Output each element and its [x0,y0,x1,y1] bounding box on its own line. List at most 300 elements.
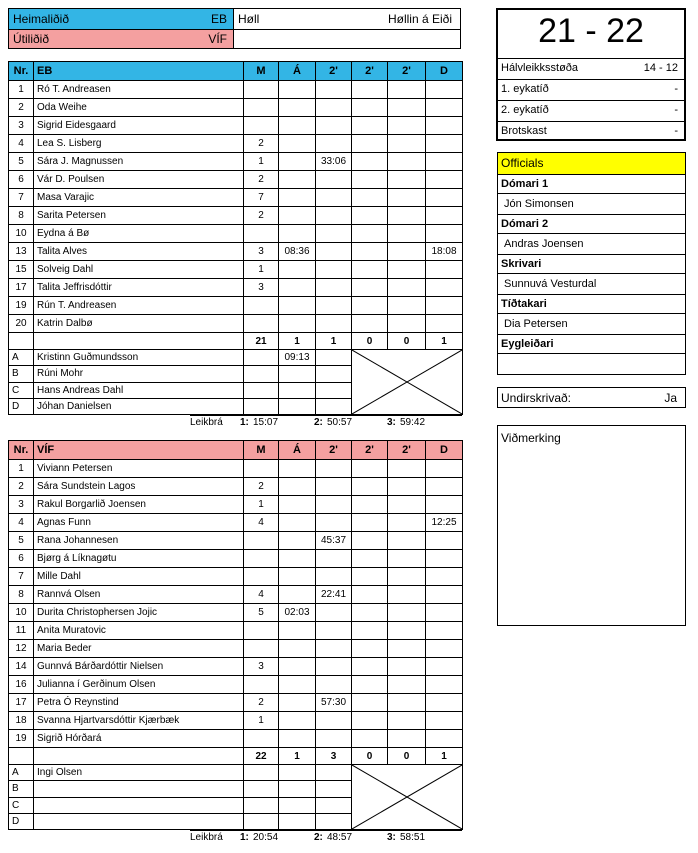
suspension-1 [316,117,352,135]
staff-name: Rúni Mohr [34,366,244,382]
player-row [9,81,463,99]
suspension-2 [352,550,388,568]
staff-letter: B [9,781,34,797]
away-team-header [8,29,234,49]
disqualification [426,81,463,99]
player-row [9,550,463,568]
staff-name [34,781,244,797]
warning [279,694,316,712]
signature-box [497,387,686,408]
home-team-header [8,8,234,30]
away-code: VÍF [208,32,227,46]
player-name: Talita Jeffrisdóttir [34,279,244,297]
suspension-2 [352,658,388,676]
timeout-time: 15:07 [253,417,279,428]
warning [279,640,316,658]
totals-blank [9,748,34,765]
goals: 1 [244,496,279,514]
suspension-2 [352,676,388,694]
official-name [498,354,685,374]
team-table [8,440,463,765]
totals-row [9,748,463,765]
official-role: Dómari 1 [498,175,685,194]
player-number: 1 [9,81,34,99]
suspension-2 [352,532,388,550]
suspension-2 [352,135,388,153]
staff-empty [244,382,279,398]
suspension-3 [388,117,426,135]
staff-name: Jóhan Danielsen [34,398,244,414]
staff-empty [244,813,279,829]
totals-blank [9,333,34,350]
warning [279,153,316,171]
staff-warning [279,765,316,781]
disqualification: 18:08 [426,243,463,261]
column-header: Á [279,62,316,81]
suspension-3 [388,496,426,514]
suspension-2 [352,279,388,297]
staff-suspension [316,781,352,797]
player-row [9,640,463,658]
suspension-3 [388,586,426,604]
staff-letter: A [9,765,34,781]
suspension-2 [352,640,388,658]
total-value: 0 [352,333,388,350]
score-row [498,58,684,79]
warning [279,207,316,225]
venue-name: Høllin á Eiði [387,12,452,26]
goals: 2 [244,171,279,189]
player-row [9,532,463,550]
warning [279,496,316,514]
player-name: Rannvá Olsen [34,586,244,604]
home-label: Heimaliðið [13,12,70,26]
disqualification [426,189,463,207]
official-name: Andras Joensen [498,234,685,255]
suspension-2 [352,261,388,279]
player-number: 5 [9,532,34,550]
total-value: 0 [388,333,426,350]
suspension-2 [352,586,388,604]
suspension-3 [388,532,426,550]
staff-letter: B [9,366,34,382]
score-rows [498,58,684,142]
player-name: Talita Alves [34,243,244,261]
goals: 3 [244,243,279,261]
suspension-3 [388,604,426,622]
staff-empty [244,398,279,414]
official-role: Dómari 2 [498,215,685,234]
staff-letter: D [9,813,34,829]
player-number: 12 [9,640,34,658]
suspension-1 [316,514,352,532]
official-role: Skrivari [498,255,685,274]
suspension-1 [316,550,352,568]
player-row [9,622,463,640]
column-header: 2' [388,441,426,460]
staff-warning: 09:13 [279,350,316,366]
score-row-value: - [674,125,678,137]
player-name: Julianna í Gerðinum Olsen [34,676,244,694]
suspension-1 [316,297,352,315]
player-row [9,207,463,225]
player-number: 8 [9,586,34,604]
warning [279,315,316,333]
table-header [9,441,463,460]
suspension-1 [316,658,352,676]
timeout-row [190,415,462,429]
suspension-2 [352,153,388,171]
warning [279,297,316,315]
suspension-1 [316,622,352,640]
player-row [9,171,463,189]
home-code: EB [210,12,227,26]
goals [244,730,279,748]
player-name: Viviann Petersen [34,460,244,478]
remark-box [497,425,686,626]
column-header: D [426,62,463,81]
player-name: Agnas Funn [34,514,244,532]
suspension-3 [388,730,426,748]
disqualification [426,478,463,496]
suspension-2 [352,315,388,333]
suspension-1: 45:37 [316,532,352,550]
player-number: 3 [9,496,34,514]
staff-letter: C [9,382,34,398]
disqualification [426,135,463,153]
player-name: Petra Ó Reynstind [34,694,244,712]
staff-crossed-area [352,765,463,830]
warning [279,676,316,694]
player-number: 7 [9,568,34,586]
player-number: 16 [9,676,34,694]
goals [244,297,279,315]
suspension-1 [316,604,352,622]
column-header: Nr. [9,441,34,460]
player-row [9,225,463,243]
suspension-1 [316,640,352,658]
warning [279,99,316,117]
staff-empty [244,350,279,366]
column-header: Nr. [9,62,34,81]
player-row [9,315,463,333]
player-name: Svanna Hjartvarsdóttir Kjærbæk [34,712,244,730]
suspension-1 [316,730,352,748]
suspension-1 [316,243,352,261]
suspension-2 [352,243,388,261]
suspension-1 [316,99,352,117]
player-row [9,694,463,712]
player-row [9,243,463,261]
suspension-2 [352,694,388,712]
player-row [9,189,463,207]
total-value: 21 [244,333,279,350]
suspension-3 [388,514,426,532]
goals [244,640,279,658]
player-name: Vár D. Poulsen [34,171,244,189]
warning [279,712,316,730]
staff-letter: D [9,398,34,414]
suspension-1 [316,460,352,478]
goals [244,81,279,99]
team-code-header: EB [34,62,244,81]
warning [279,135,316,153]
player-number: 3 [9,117,34,135]
player-name: Mille Dahl [34,568,244,586]
total-value: 3 [316,748,352,765]
player-name: Sarita Petersen [34,207,244,225]
staff-name: Hans Andreas Dahl [34,382,244,398]
disqualification [426,460,463,478]
player-number: 20 [9,315,34,333]
score-row-label: 2. eykatíð [501,104,549,116]
suspension-3 [388,171,426,189]
suspension-1 [316,261,352,279]
suspension-3 [388,622,426,640]
suspension-3 [388,261,426,279]
score-row-label: 1. eykatíð [501,83,549,95]
disqualification [426,712,463,730]
suspension-2 [352,117,388,135]
player-row [9,586,463,604]
timeout-row [190,830,462,844]
suspension-1 [316,189,352,207]
goals: 5 [244,604,279,622]
disqualification [426,604,463,622]
score-row [498,100,684,121]
player-name: Sigrid Eidesgaard [34,117,244,135]
goals: 4 [244,514,279,532]
warning [279,171,316,189]
player-name: Sára Sundstein Lagos [34,478,244,496]
player-number: 6 [9,171,34,189]
suspension-3 [388,135,426,153]
player-row [9,730,463,748]
column-header: 2' [388,62,426,81]
suspension-2 [352,189,388,207]
staff-warning [279,781,316,797]
suspension-3 [388,81,426,99]
suspension-1 [316,171,352,189]
goals: 3 [244,279,279,297]
remark-label: Viðmerking [501,431,561,445]
timeout-time: 58:51 [400,832,426,843]
warning [279,586,316,604]
player-name: Eydna á Bø [34,225,244,243]
player-name: Sigrið Hórðará [34,730,244,748]
staff-name: Kristinn Guðmundsson [34,350,244,366]
suspension-3 [388,568,426,586]
warning [279,225,316,243]
staff-crossed-area [352,350,463,415]
disqualification [426,171,463,189]
column-header: M [244,62,279,81]
suspension-1 [316,478,352,496]
goals [244,460,279,478]
score-row [498,79,684,100]
suspension-2 [352,514,388,532]
warning [279,189,316,207]
player-name: Rakul Borgarlið Joensen [34,496,244,514]
total-value: 1 [426,748,463,765]
player-number: 4 [9,514,34,532]
venue-box-extra [233,29,461,49]
suspension-1 [316,135,352,153]
suspension-3 [388,712,426,730]
staff-warning [279,398,316,414]
total-value: 1 [316,333,352,350]
final-score: 21 - 22 [538,12,644,50]
player-number: 10 [9,225,34,243]
goals [244,568,279,586]
disqualification [426,640,463,658]
player-row [9,478,463,496]
disqualification [426,279,463,297]
disqualification [426,586,463,604]
player-row [9,460,463,478]
disqualification [426,117,463,135]
player-number: 18 [9,712,34,730]
column-header: 2' [316,441,352,460]
warning [279,117,316,135]
staff-row [9,765,463,781]
suspension-3 [388,694,426,712]
official-name: Sunnuvá Vesturdal [498,274,685,295]
staff-empty [244,797,279,813]
warning [279,478,316,496]
staff-empty [244,765,279,781]
staff-letter: C [9,797,34,813]
warning [279,81,316,99]
staff-letter: A [9,350,34,366]
officials-list [498,175,685,374]
player-name: Ró T. Andreasen [34,81,244,99]
suspension-2 [352,99,388,117]
player-row [9,712,463,730]
disqualification [426,676,463,694]
cross-mark [352,350,462,414]
score-row-value: - [674,83,678,95]
player-number: 17 [9,694,34,712]
suspension-2 [352,496,388,514]
player-number: 15 [9,261,34,279]
goals [244,315,279,333]
away-label: Útiliðið [13,32,50,46]
official-name: Dia Petersen [498,314,685,335]
staff-suspension [316,813,352,829]
player-name: Oda Weihe [34,99,244,117]
suspension-2 [352,712,388,730]
suspension-1 [316,225,352,243]
column-header: M [244,441,279,460]
player-number: 8 [9,207,34,225]
goals [244,550,279,568]
timeout-number: 2: [314,417,323,428]
staff-name: Ingi Olsen [34,765,244,781]
player-row [9,568,463,586]
suspension-2 [352,207,388,225]
official-name: Jón Simonsen [498,194,685,215]
player-name: Sára J. Magnussen [34,153,244,171]
suspension-2 [352,604,388,622]
disqualification [426,207,463,225]
staff-empty [244,366,279,382]
staff-suspension [316,350,352,366]
disqualification [426,730,463,748]
player-number: 19 [9,297,34,315]
player-name: Lea S. Lisberg [34,135,244,153]
timeout-time: 20:54 [253,832,279,843]
suspension-2 [352,171,388,189]
player-row [9,658,463,676]
goals [244,225,279,243]
venue-box [233,8,461,30]
player-row [9,117,463,135]
suspension-3 [388,99,426,117]
disqualification [426,622,463,640]
timeout-number: 2: [314,832,323,843]
disqualification [426,496,463,514]
suspension-2 [352,730,388,748]
team-code-header: VÍF [34,441,244,460]
timeout-time: 50:57 [327,417,353,428]
staff-warning [279,382,316,398]
disqualification [426,315,463,333]
staff-suspension [316,366,352,382]
suspension-1 [316,207,352,225]
player-number: 11 [9,622,34,640]
player-row [9,135,463,153]
goals: 1 [244,712,279,730]
team-table [8,61,463,350]
suspension-3 [388,297,426,315]
suspension-3 [388,207,426,225]
staff-table [8,349,463,415]
total-value: 1 [426,333,463,350]
signature-label: Undirskrivað: [501,391,572,405]
suspension-1 [316,315,352,333]
warning [279,279,316,297]
column-header: 2' [352,441,388,460]
warning [279,460,316,478]
player-name: Durita Christophersen Jojic [34,604,244,622]
column-header: Á [279,441,316,460]
disqualification [426,261,463,279]
player-name: Anita Muratovic [34,622,244,640]
goals: 1 [244,153,279,171]
player-number: 14 [9,658,34,676]
suspension-1 [316,712,352,730]
player-name: Rana Johannesen [34,532,244,550]
suspension-3 [388,243,426,261]
goals [244,117,279,135]
player-row [9,99,463,117]
suspension-1 [316,81,352,99]
staff-suspension [316,398,352,414]
totals-blank [34,333,244,350]
warning [279,532,316,550]
player-row [9,279,463,297]
total-value: 1 [279,333,316,350]
suspension-2 [352,568,388,586]
warning: 02:03 [279,604,316,622]
player-number: 2 [9,478,34,496]
player-name: Gunnvá Bárðardóttir Nielsen [34,658,244,676]
timeout-label: Leikbrá [190,417,223,428]
player-number: 7 [9,189,34,207]
goals: 2 [244,207,279,225]
staff-warning [279,366,316,382]
